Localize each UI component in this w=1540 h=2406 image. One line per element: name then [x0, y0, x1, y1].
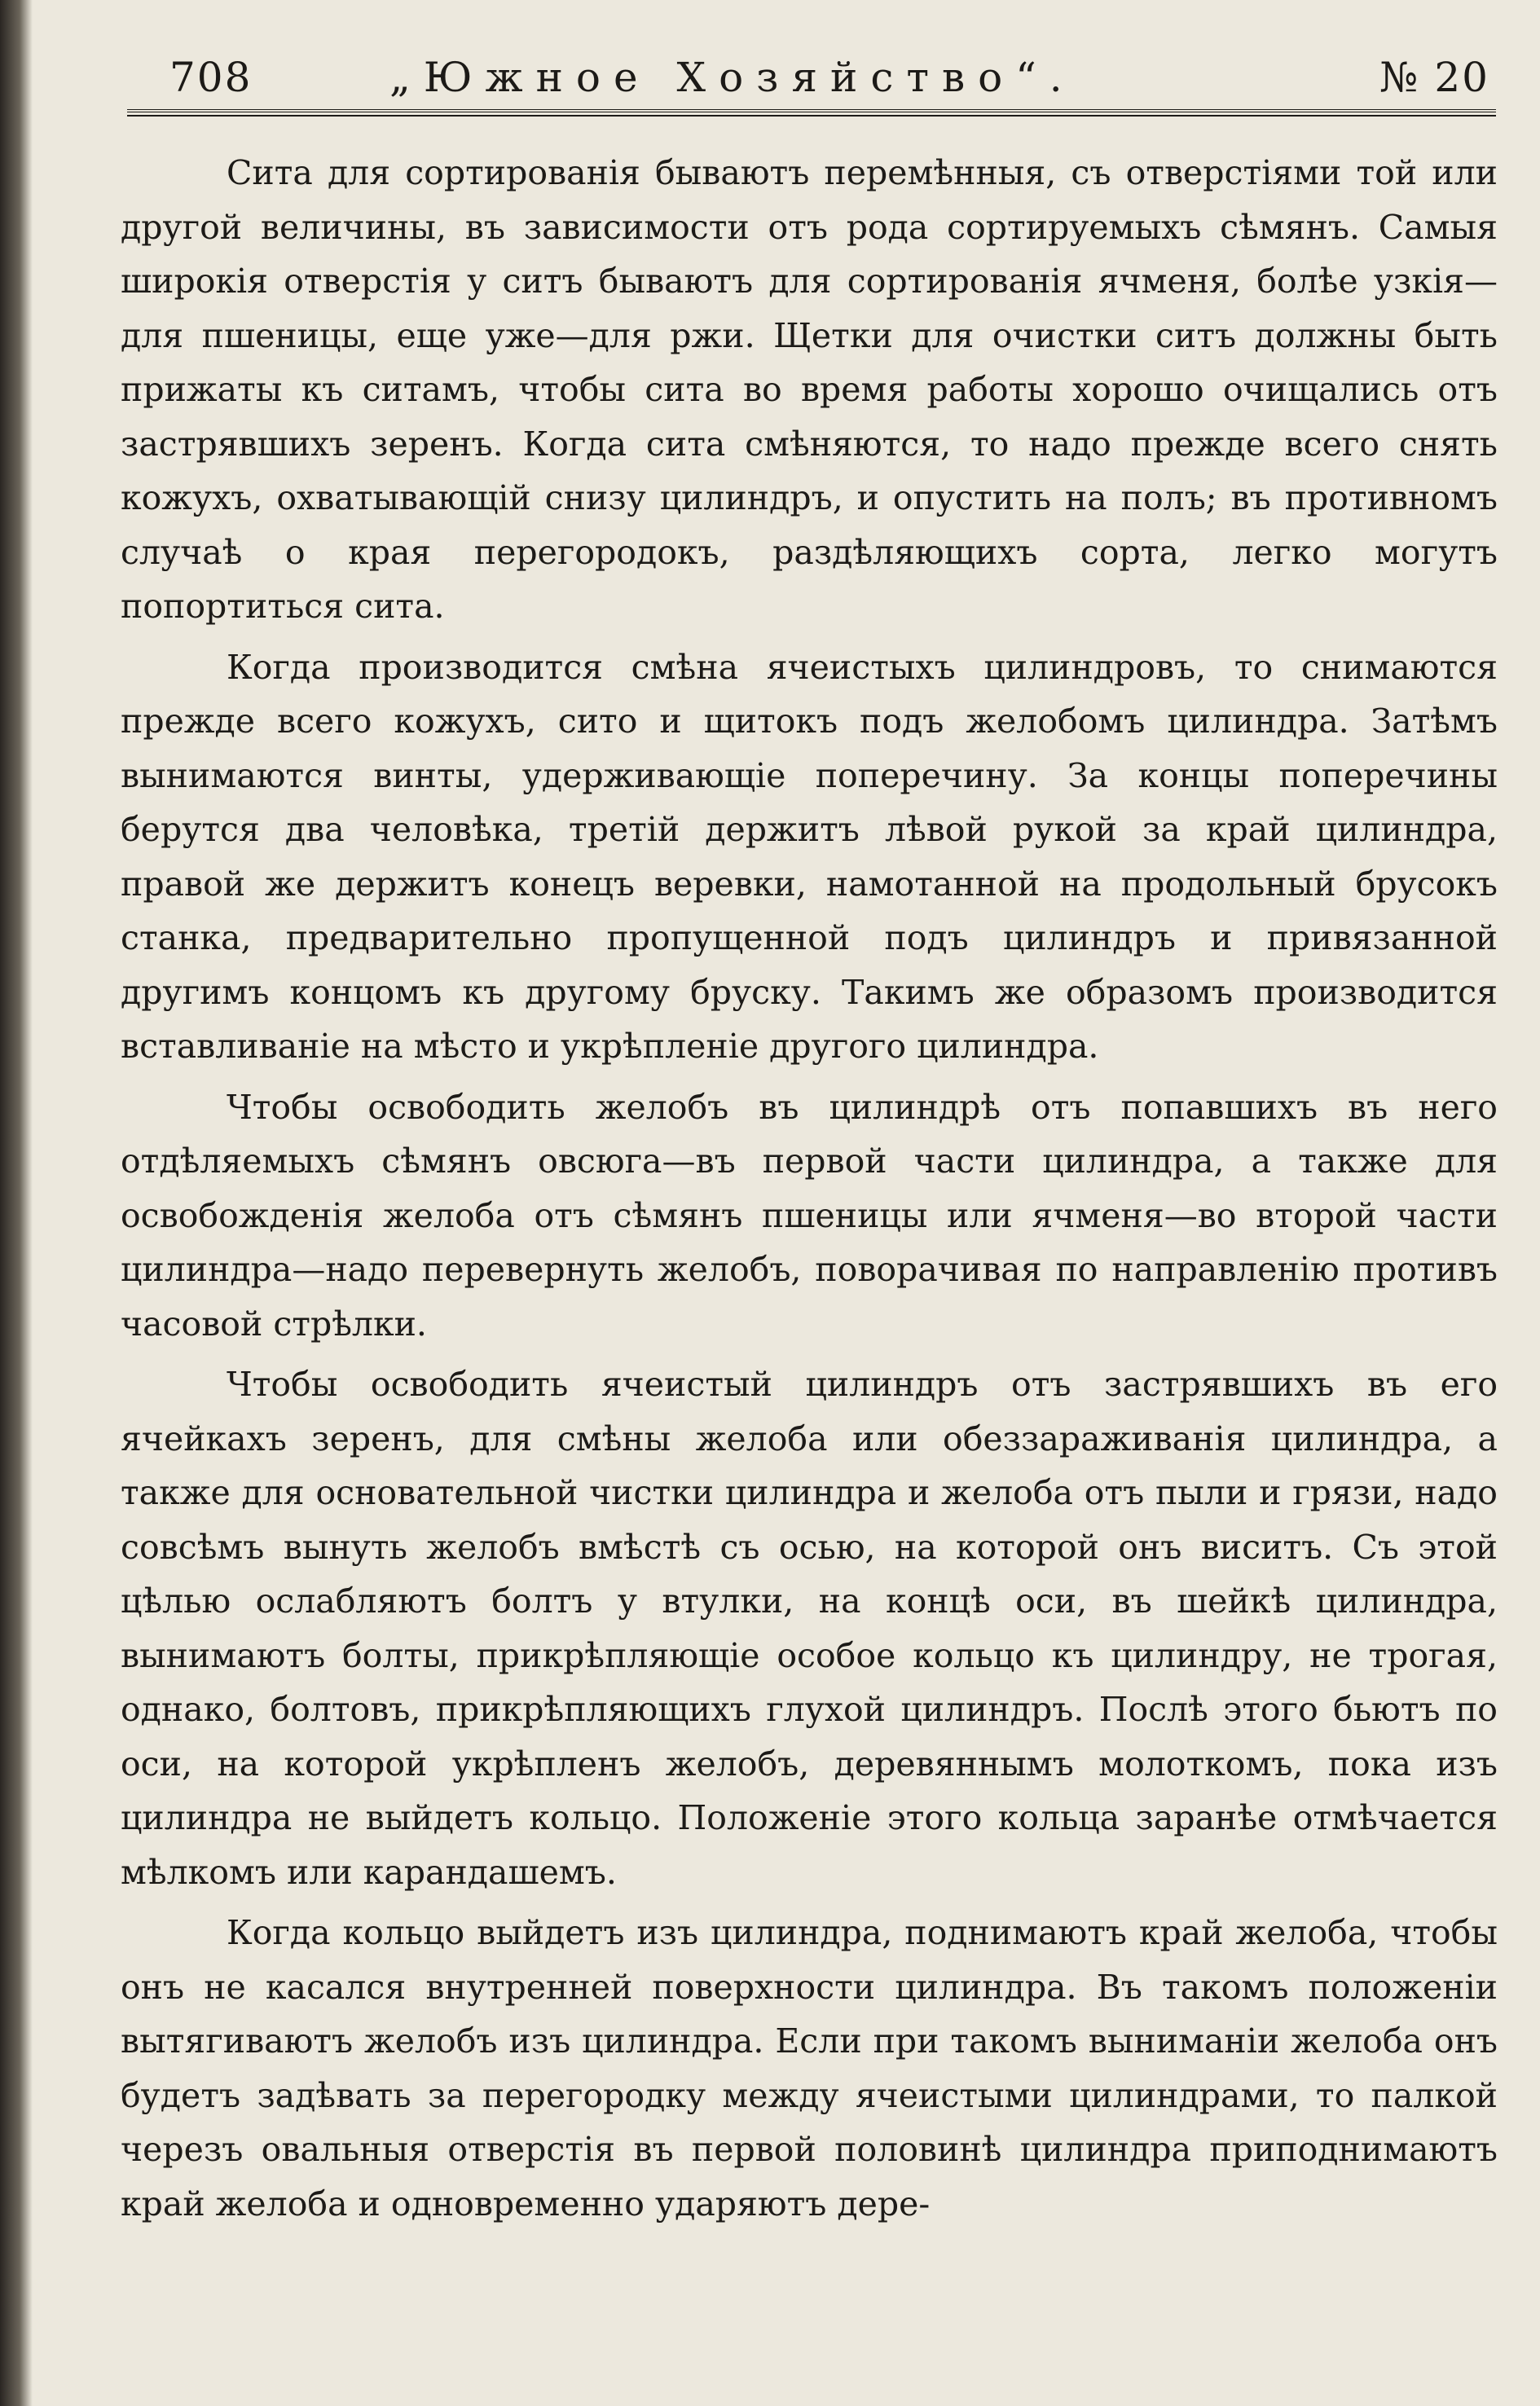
issue-number: № 20 — [1379, 54, 1489, 101]
journal-title: „Южное Хозяйство“. — [389, 54, 1076, 101]
header-rule — [127, 109, 1496, 117]
body-text — [121, 146, 1498, 2231]
paragraph-trough-removal: Когда кольцо выйдетъ изъ цилиндра, поднимаютъ край желоба, чтобы онъ не касался внутренней поверхности цилиндра. Въ такомъ положеніи вытягиваютъ желобъ изъ цилиндра. Если при такомъ выниманіи желоба онъ будетъ задѣвать за перегородку между ячеистыми цилиндрами, то палкой черезъ овальныя отверстія въ первой половинѣ цилиндра приподнимаютъ край желоба и одновременно ударяютъ дере- — [121, 1913, 1498, 2223]
page-header — [121, 49, 1498, 106]
paragraph-cylinder-freeing: Чтобы освободить ячеистый цилиндръ отъ застрявшихъ въ его ячейкахъ зеренъ, для смѣны желоба или обеззараживанія цилиндра, а также для основательной чистки цилиндра и желоба отъ пыли и грязи, надо совсѣмъ вынуть желобъ вмѣстѣ съ осью, на которой онъ виситъ. Съ этой цѣлью ослабляютъ болтъ у втулки, на концѣ оси, въ шейкѣ цилиндра, вынимаютъ болты, прикрѣпляющіе особое кольцо къ цилиндру, не трогая, однако, болтовъ, прикрѣпляющихъ глухой цилиндръ. Послѣ этого бьютъ по оси, на которой укрѣпленъ желобъ, деревяннымъ молоткомъ, пока изъ цилиндра не выйдетъ кольцо. Положеніе этого кольца заранѣе отмѣчается мѣлкомъ или карандашемъ. — [121, 1365, 1498, 1892]
paragraph-trough-cleaning: Чтобы освободить желобъ въ цилиндрѣ отъ попавшихъ въ него отдѣляемыхъ сѣмянъ овсюга—въ первой части цилиндра, а также для освобожденія желоба отъ сѣмянъ пшеницы или ячменя—во второй части цилиндра—надо перевернуть желобъ, поворачивая по направленію противъ часовой стрѣлки. — [121, 1087, 1498, 1344]
page-number: 708 — [169, 54, 253, 101]
paragraph-cylinder-change: Когда производится смѣна ячеистыхъ цилиндровъ, то снимаются прежде всего кожухъ, сито и щитокъ подъ желобомъ цилиндра. Затѣмъ вынимаются винты, удерживающіе поперечину. За концы поперечины берутся два человѣка, третій держитъ лѣвой рукой за край цилиндра, правой же держитъ конецъ веревки, намотанной на продольный брусокъ станка, предварительно пропущенной подъ цилиндръ и привязанной другимъ концомъ къ другому бруску. Такимъ же образомъ производится вставливаніе на мѣсто и укрѣпленіе другого цилиндра. — [121, 647, 1498, 1066]
paragraph-sieves: Сита для сортированія бываютъ перемѣнныя, съ отверстіями той или другой величины, въ зависимости отъ рода сортируемыхъ сѣмянъ. Самыя широкія отверстія у ситъ бываютъ для сортированія ячменя, болѣе узкія—для пшеницы, еще уже—для ржи. Щетки для очистки ситъ должны быть прижаты къ ситамъ, чтобы сита во время работы хорошо очищались отъ застрявшихъ зеренъ. Когда сита смѣняются, то надо прежде всего снять кожухъ, охватывающій снизу цилиндръ, и опустить на полъ; въ противномъ случаѣ о края перегородокъ, раздѣляющихъ сорта, легко могутъ попортиться сита. — [121, 153, 1498, 626]
